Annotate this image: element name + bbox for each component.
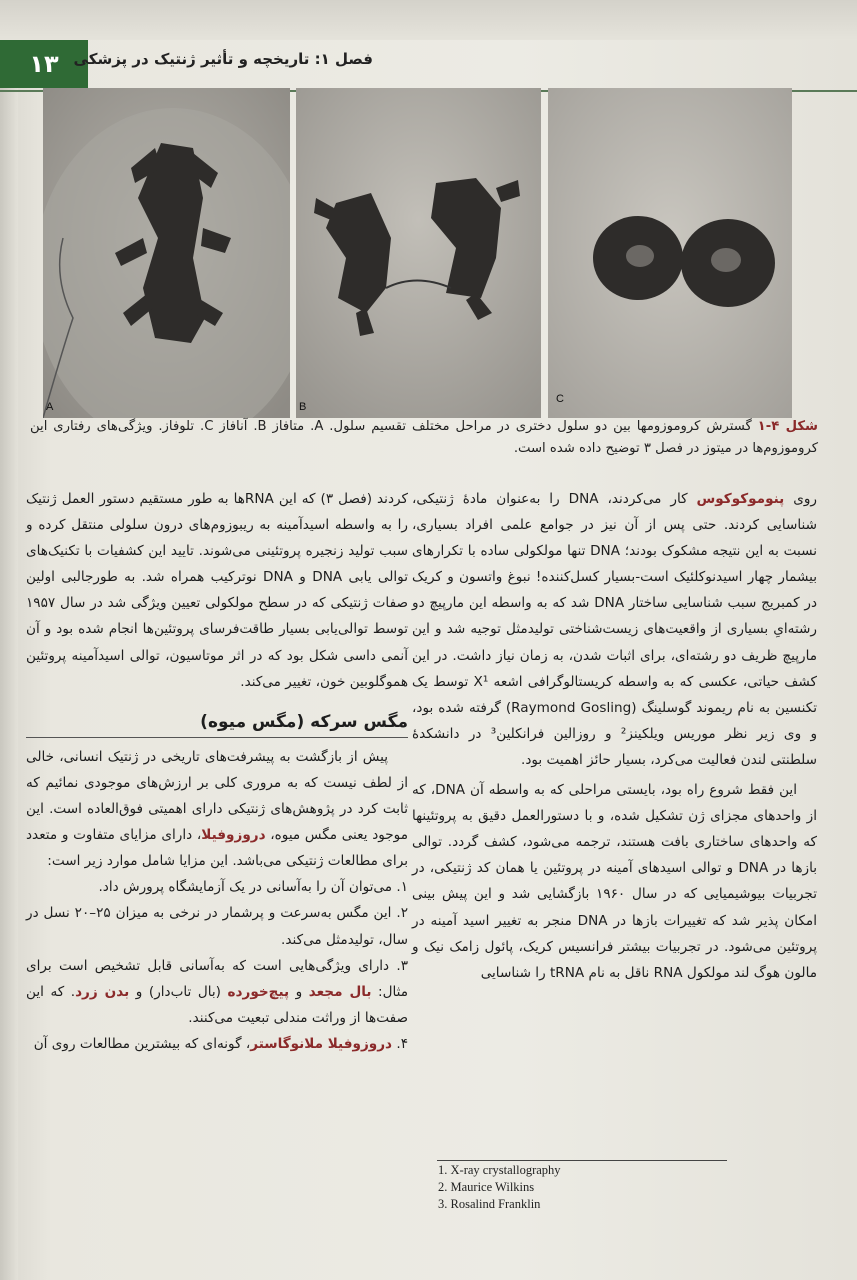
caption-lead: شکل ۴-۱ [757, 419, 819, 434]
highlight-melanogaster: دروزوفیلا ملانوگاستر [250, 1035, 393, 1052]
top-margin [0, 0, 857, 40]
footnote-3: 3. Rosalind Franklin [438, 1197, 541, 1211]
paragraph-rna: کردند (فصل ۳) که این RNAها به طور مستقیم دستور العمل ژنتیک را به واسطه اسیدآمینه به ریبوزوم‌های درون سلولی منتقل کرده و سبب تولید زنجیره پروتئینی می‌شوند. تایید این کشفیات با تکنیک‌های توالی یابی DNA و DNA نوترکیب همراه شد. به طورجالبی اولین صفات ژنتیکی که در سطح مولکولی تعیین ویژگی شد در سال ۱۹۵۷ توسط توالی‌یابی بسیار طاقت‌فرسای پروتئین‌ها انجام شده بود و آن آنمی داسی شکل بود که در اثر موتاسیون، توالی اسیدآمینه پروتئین هموگلوبین خون، تغییر می‌کند. [26, 491, 408, 690]
panel-label-b: B [299, 401, 307, 413]
text-run: پیش از بازگشت به پیشرفت‌های تاریخی در ژنتیک انسانی، خالی از لطف نیست که به مروری کلی بر ارزش‌های موجودی نمائیم که ثابت کرد در پژوهش‌های ژنتیکی دارای اهمیتی فوق‌العاده است. این موجود یعنی مگس میوه، [26, 748, 408, 844]
list-item-4 [26, 1031, 408, 1057]
paragraph-drosophila [26, 744, 408, 874]
right-column [412, 486, 817, 986]
panel-label-a: A [46, 401, 54, 413]
footnote-rule [437, 1160, 727, 1161]
paragraph-genetic-code: این فقط شروع راه بود، بایستی مراحلی که به واسطه آن DNA، که از واحدهای مجزای ژن تشکیل شده، و با دستورالعمل دقیق به پروتئینها که واحدهای ساختاری بافت هستند، ترجمه می‌شود، کشف گردد. توالی بازها در DNA و توالی اسیدهای آمینه در پروتئین یا همان کد ژنتیکی، در تجربیات بیوشیمیایی که در سال ۱۹۶۰ بازگشایی شد و این پیش بینی امکان پذیر شد که تغییرات بازها در DNA منجر به تغییر اسید آمینه در پروتئین می‌شود. در تجربیات بیشتر فرانسیس کریک، پائول زامک نیک و مالون هوگ لند مولکول RNA ناقل به نام tRNA را شناسایی [412, 782, 818, 981]
text-run: (بال تاب‌دار) و [129, 983, 228, 1000]
highlight-twisted: پیچ‌خورده [227, 983, 290, 1000]
figure-panel-b [296, 88, 541, 418]
section-title-drosophila: مگس سرکه (مگس میوه) [26, 709, 408, 738]
text-run: ، گونه‌ای که بیشترین مطالعات روی آن [33, 1035, 251, 1052]
list-item-2: ۲. این مگس به‌سرعت و پرشمار در نرخی به میزان ۲۵–۲۰ نسل در سال، تولیدمثل می‌کند. [26, 905, 409, 948]
text-run: روی [784, 491, 817, 507]
footnote-2: 2. Maurice Wilkins [438, 1180, 535, 1194]
highlight-drosophila: دروزوفیلا [201, 827, 266, 844]
footnote-1: 1. X-ray crystallography [438, 1163, 561, 1177]
page-number: ۱۳ [0, 40, 88, 88]
text-run: ، دارای مزایای متفاوت و متعدد برای مطالعات ژنتیکی می‌باشد. این مزایا شامل موارد زیر است: [26, 827, 408, 870]
text-run: . که این صفت‌ها از وراثت مندلی تبعیت می‌کنند. [26, 983, 408, 1026]
highlight-pneumococcus: پنوموکوکوس [696, 491, 785, 507]
highlight-yellow-body: بدن زرد [75, 983, 130, 1000]
left-column [26, 486, 408, 1057]
list-item-1: ۱. می‌توان آن را به‌آسانی در یک آزمایشگاه پرورش داد. [98, 879, 408, 896]
paragraph-dna-discovery [412, 486, 817, 773]
text-run: کار می‌کردند، DNA را به‌عنوان مادهٔ ژنتیکی، شناسایی کردند. حتی پس از آن نیز در جوامع علمی افراد بسیاری، نسبت به این نتیجه مشکوک بودند؛ DNA تنها مولکولی ساده با تکرارهای بیشمار چهار اسیدنوکلئیک است-بسیار کسل‌کننده! نبوغ واتسون و کریک در کمبریج سبب شناسایی ساختار DNA شد که به واسطه این مارپیچ دو رشته‌ایِ بسیاری از واقعیت‌های زیست‌شناختی تولیدمثل توجیه شد و این مارپیچ ظریف دو رشته‌ای، برای اثبات شدن، به زمان نیاز داشت. در این کشف حیاتی، عکسی که به واسطه کریستالوگرافی اشعه X¹ توسط یک تکنسین به نام ریموند گوسلینگ (Raymond Gosling) گرفته شده بود، و وی زیر نظر موریس ویلکینز² و روزالین فرانکلین³ در دانشکدهٔ سلطنتی لندن فعالیت می‌کرد، بسیار حائز اهمیت بود. [412, 491, 818, 768]
figure-panel-a [43, 88, 290, 418]
text-run: ۳. دارای ویژگی‌هایی است که به‌آسانی قابل تشخیص است برای مثال: [26, 957, 408, 1000]
panel-label-c: C [556, 393, 564, 405]
caption-text: گسترش کروموزومها بین دو سلول دختری در مراحل مختلف تقسیم سلول. A. متافاز B. آنافاز C. تلوفاز. ویژگی‌های رفتاری این کروموزوم‌ها در میتوز در فصل ۳ توضیح داده شده است. [30, 419, 818, 456]
figure-caption [30, 416, 818, 460]
list-item-3 [26, 953, 408, 1031]
text-run: و [289, 983, 309, 1000]
highlight-curly-wing: بال مجعد [308, 983, 372, 1000]
figure-panel-c [548, 88, 792, 418]
page-gutter-shadow [0, 0, 18, 1280]
text-run: ۴. [392, 1035, 408, 1052]
footnotes [438, 1162, 838, 1213]
chapter-title: فصل ۱: تاریخچه و تأثیر ژنتیک در پزشکی [73, 50, 373, 68]
